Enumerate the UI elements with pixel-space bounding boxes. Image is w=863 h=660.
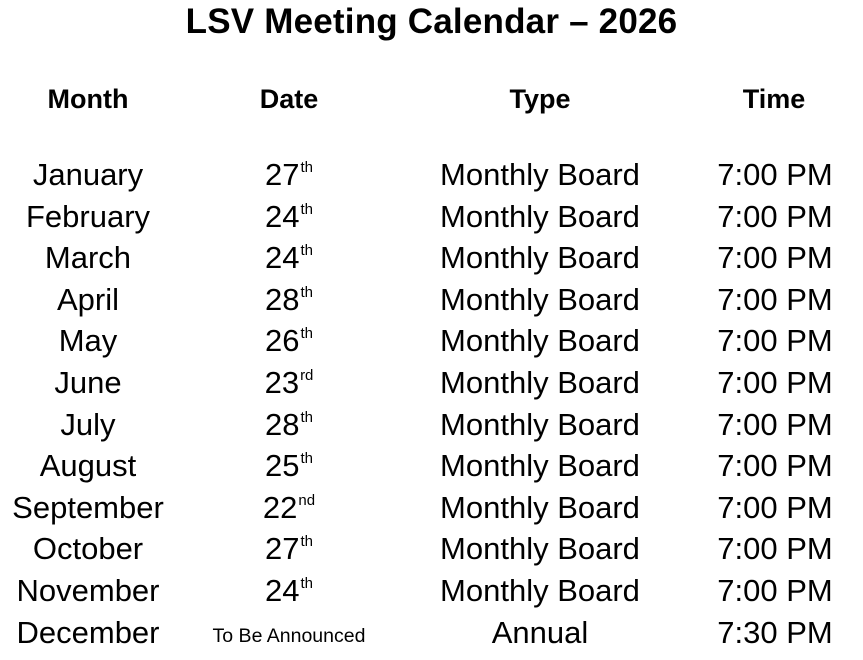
- type-cell: Monthly Board: [440, 489, 640, 525]
- date-day: 24: [265, 240, 300, 276]
- month-cell: October: [32, 531, 144, 567]
- month-cell: November: [16, 572, 160, 608]
- header-date: Date: [259, 84, 319, 114]
- date-day: 28: [265, 281, 300, 317]
- type-cell: Monthly Board: [440, 198, 640, 234]
- header-type: Type: [509, 84, 571, 114]
- type-cell: Annual: [491, 614, 589, 650]
- date-cell: [196, 528, 382, 576]
- date-suffix: th: [300, 242, 313, 260]
- date-day: 27: [265, 157, 300, 192]
- type-cell: Monthly Board: [440, 281, 640, 317]
- page-title: LSV Meeting Calendar – 2026: [185, 2, 678, 41]
- date-day: 28: [265, 406, 300, 442]
- date-cell: To Be Announced: [212, 624, 366, 647]
- time-cell: 7:00 PM: [717, 198, 833, 234]
- time-cell: 7:00 PM: [717, 364, 833, 400]
- date-suffix: th: [300, 283, 313, 301]
- table-row: [0, 237, 863, 279]
- table-row: [0, 154, 863, 196]
- date-suffix: th: [300, 574, 313, 592]
- month-cell: September: [12, 489, 164, 525]
- date-cell: [196, 362, 382, 410]
- date-suffix: rd: [300, 366, 314, 384]
- date-day: 26: [265, 323, 300, 359]
- time-cell: 7:00 PM: [717, 406, 833, 442]
- table-row: [0, 362, 863, 404]
- table-row: [0, 528, 863, 570]
- month-cell: May: [58, 323, 118, 359]
- type-cell: Monthly Board: [440, 364, 640, 400]
- date-day: 23: [264, 364, 300, 400]
- table-row: [0, 487, 863, 529]
- table-row: [0, 612, 863, 654]
- date-cell: [196, 237, 382, 285]
- month-cell: March: [44, 240, 132, 276]
- month-cell: February: [25, 198, 151, 234]
- date-cell: [196, 570, 382, 618]
- date-day: 24: [265, 198, 300, 234]
- date-cell: [196, 279, 382, 327]
- date-suffix: th: [300, 159, 313, 176]
- type-cell: Monthly Board: [440, 406, 640, 442]
- date-suffix: th: [300, 200, 313, 218]
- date-cell: [196, 445, 382, 493]
- table-row: [0, 570, 863, 612]
- time-cell: 7:00 PM: [717, 240, 833, 276]
- date-suffix: th: [300, 408, 313, 426]
- date-day: 25: [265, 448, 300, 484]
- time-cell: 7:00 PM: [717, 157, 833, 192]
- type-cell: Monthly Board: [440, 240, 640, 276]
- table-row: [0, 404, 863, 446]
- date-suffix: th: [300, 450, 313, 468]
- time-cell: 7:00 PM: [717, 572, 833, 608]
- date-suffix: nd: [298, 491, 316, 509]
- date-cell: [196, 320, 382, 368]
- table-row: [0, 196, 863, 238]
- month-cell: April: [56, 281, 119, 317]
- date-cell: [196, 487, 382, 535]
- date-cell: [196, 196, 382, 244]
- type-cell: Monthly Board: [440, 157, 640, 192]
- table-row: [0, 279, 863, 321]
- time-cell: 7:30 PM: [717, 614, 833, 650]
- month-cell: December: [16, 614, 160, 650]
- month-cell: June: [54, 364, 122, 400]
- table-row: [0, 320, 863, 362]
- date-cell: [196, 404, 382, 452]
- table-row: [0, 445, 863, 487]
- type-cell: Monthly Board: [440, 323, 640, 359]
- date-suffix: th: [300, 325, 313, 343]
- date-cell: [196, 154, 382, 202]
- time-cell: 7:00 PM: [717, 531, 833, 567]
- date-day: 27: [265, 531, 300, 567]
- month-cell: January: [32, 157, 144, 192]
- time-cell: 7:00 PM: [717, 323, 833, 359]
- date-day: 22: [262, 489, 298, 525]
- date-suffix: th: [300, 533, 313, 551]
- time-cell: 7:00 PM: [717, 281, 833, 317]
- month-cell: July: [60, 406, 116, 442]
- meeting-table: [0, 154, 863, 653]
- date-day: 24: [265, 572, 300, 608]
- type-cell: Monthly Board: [440, 448, 640, 484]
- time-cell: 7:00 PM: [717, 448, 833, 484]
- time-cell: 7:00 PM: [717, 489, 833, 525]
- table-header: [0, 80, 863, 118]
- type-cell: Monthly Board: [440, 531, 640, 567]
- header-month: Month: [47, 84, 129, 114]
- month-cell: August: [39, 448, 137, 484]
- type-cell: Monthly Board: [440, 572, 640, 608]
- header-time: Time: [742, 84, 806, 114]
